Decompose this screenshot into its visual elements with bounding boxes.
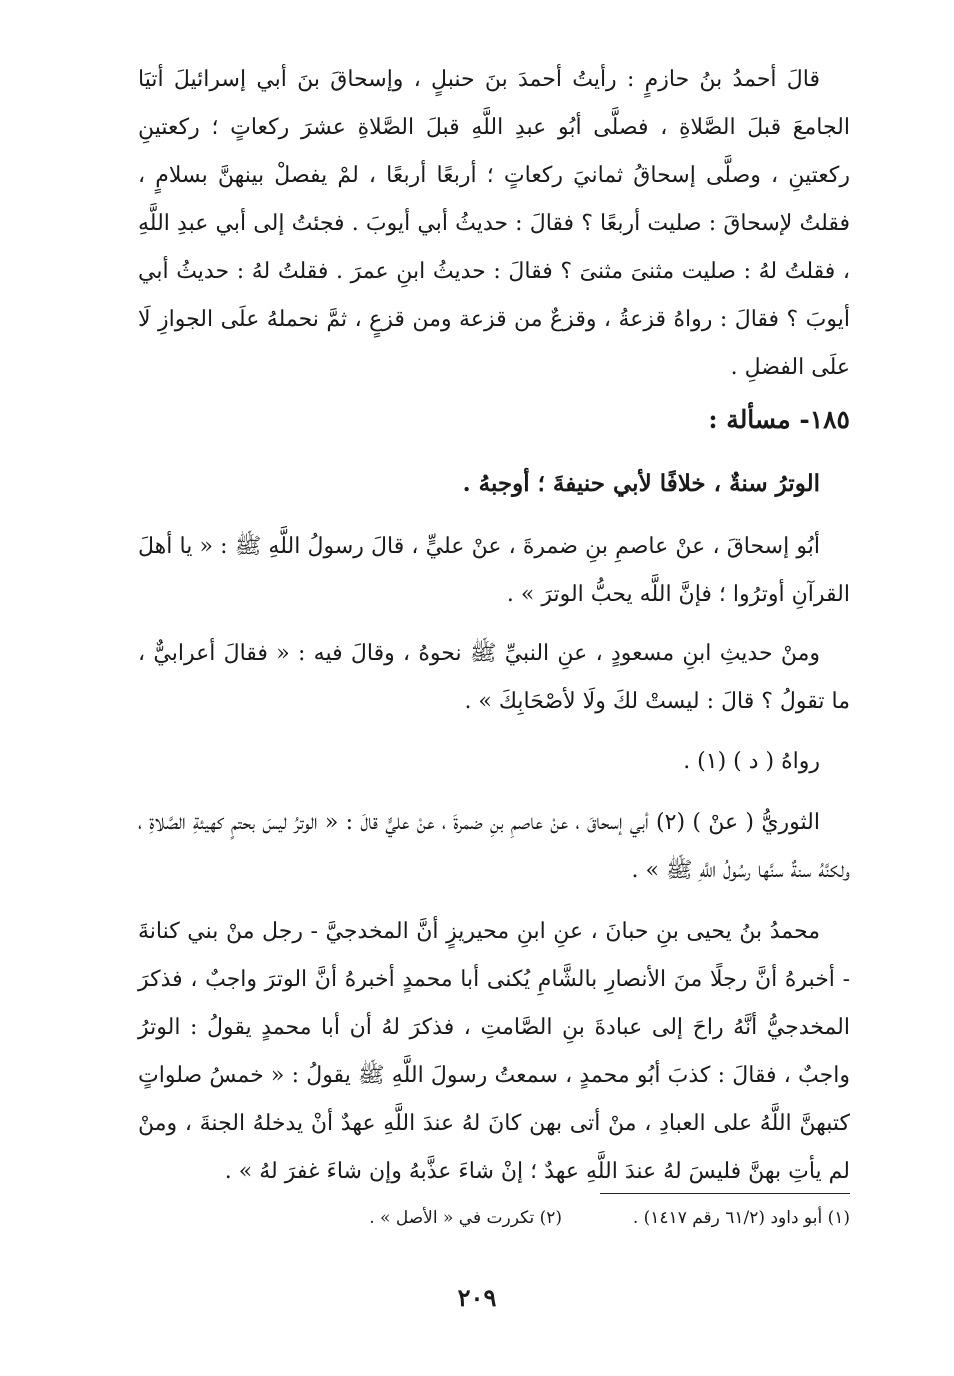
paragraph-ibn-masud: ومنْ حديثِ ابنِ مسعودٍ ، عنِ النبيِّ ﷺ نحوهُ ، وقالَ فيه : « فقالَ أعرابيٌّ ، ما تقولُ ؟ قالَ : ليستْ لكَ ولَا لأصْحَابِكَ » . [138, 641, 850, 714]
issue-subheading: الوترُ سنةٌ ، خلافًا لأبي حنيفةَ ؛ أوجبهُ . [462, 470, 820, 497]
issue-heading: ١٨٥- مسألة : [708, 405, 850, 434]
footnote-1: (١) أبو داود (٦١/٢ رقم ١٤١٧) . [632, 1208, 850, 1228]
paragraph-abu-ishaq: أبُو إسحاقَ ، عنْ عاصمِ بنِ ضمرةَ ، عنْ عليٍّ ، قالَ رسولُ اللَّهِ ﷺ : « يا أهلَ القرآنِ أوترُوا ؛ فإنَّ اللَّه يحبُّ الوترَ » . [138, 534, 850, 607]
footnotes [138, 1200, 850, 1236]
paragraph-thawri: الثوريُّ ( عنْ ) (٢) أبي إسحاقَ ، عنْ عاصمِ بنِ ضمرةَ ، عنْ عليٍّ قالَ : « الوترُ ليسَ بحتمٍ كهيئةِ الصَّلاةِ ، ولكنَّهُ سنةٌ سنَّها رسُولُ اللَّهِ ﷺ » . [138, 810, 850, 883]
page-number: ٢٠٩ [457, 1283, 497, 1312]
footnote-2: (٢) تكررت في « الأصل » . [369, 1208, 563, 1228]
paragraph-narration-source: رواهُ ( د ) (١) . [683, 749, 820, 774]
paragraph-muhammad-ibn-yahya: محمدُ بنُ يحيى بنِ حبانَ ، عنِ ابنِ محيريزٍ أنَّ المخدجيَّ - رجل منْ بني كنانةَ - أخبرهُ أنَّ رجلًا منَ الأنصارِ بالشَّامِ يُكنى أبا محمدٍ أخبرهُ أنَّ الوترَ واجبٌ ، فذكرَ المخدجيُّ أنَّهُ راحَ إلى عبادةَ بنِ الصَّامتِ ، فذكرَ لهُ أن أبا محمدٍ يقولُ : الوترُ واجبٌ ، فقالَ : كذبَ أبُو محمدٍ ، سمعتُ رسولَ اللَّهِ ﷺ يقولُ : « خمسُ صلواتٍ كتبهنَّ اللَّهُ على العبادِ ، منْ أتى بهن كانَ لهُ عندَ اللَّهِ عهدٌ أنْ يدخلهُ الجنةَ ، ومنْ لم يأتِ بهنَّ فليسَ لهُ عندَ اللَّهِ عهدٌ ؛ إنْ شاءَ عذَّبهُ وإن شاءَ غفرَ لهُ » . [138, 919, 850, 1184]
paragraph-ahmad-ibn-hazim: قالَ أحمدُ بنُ حازمٍ : رأيتُ أحمدَ بنَ حنبلٍ ، وإسحاقَ بنَ أبي إسرائيلَ أتيَا الجامعَ قبلَ الصَّلاةِ ، فصلَّى أبُو عبدِ اللَّهِ قبلَ الصَّلاةِ عشرَ ركعاتٍ ؛ ركعتينِ ركعتينِ ، وصلَّى إسحاقُ ثمانيَ ركعاتٍ ؛ أربعًا أربعًا ، لمْ يفصلْ بينهنَّ بسلامٍ ، فقلتُ لإسحاقَ : صليت أربعًا ؟ فقالَ : حديثُ أبي أيوبَ . فجئتُ إلى أبي عبدِ اللَّهِ ، فقلتُ لهُ : صليت مثنىَ مثنىَ ؟ فقالَ : حديثُ ابنِ عمرَ . فقلتُ لهُ : حديثُ أبي أيوبَ ؟ فقالَ : رواهُ قزعةُ ، وقزعٌ من قزعة ومن قزعٍ ، ثمَّ نحملهُ علَى الجوازِ لَا علَى الفضلِ . [138, 67, 850, 380]
footnote-divider [600, 1193, 850, 1194]
